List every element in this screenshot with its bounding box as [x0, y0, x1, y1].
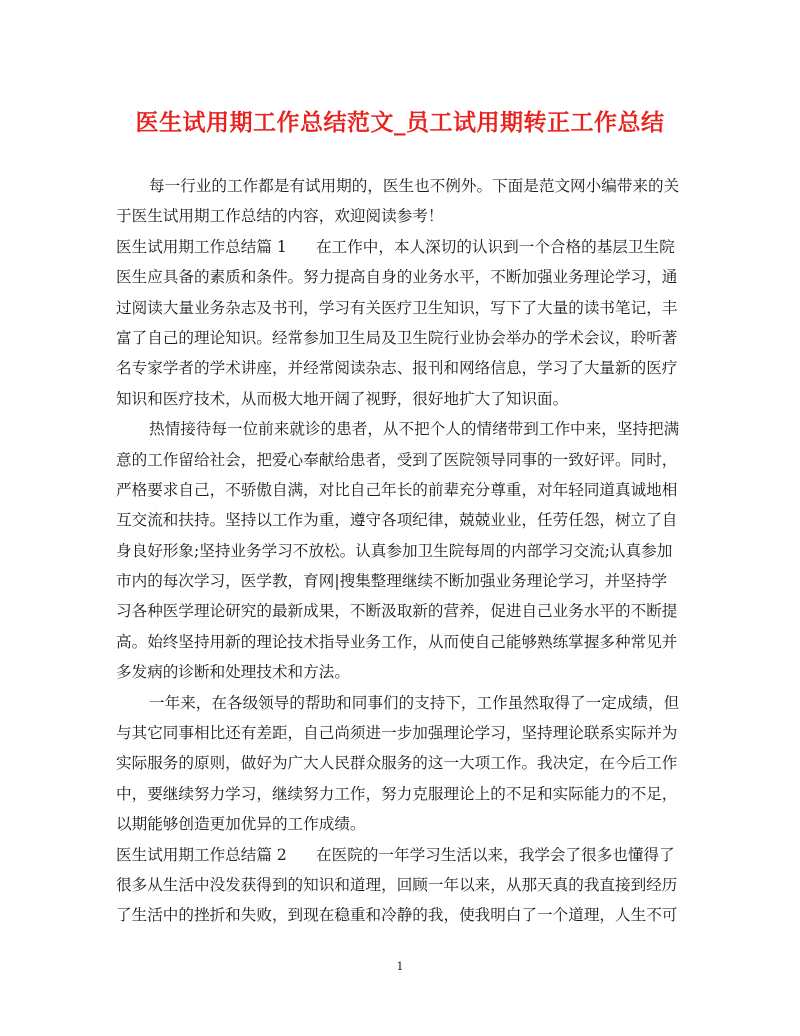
- section-heading: 医生试用期工作总结篇 1: [116, 237, 287, 256]
- line-text: 身良好形象;坚持业务学习不放松。认真参加卫生院每周的内部学习交流;认真参加: [116, 541, 673, 560]
- body-line: [116, 596, 686, 626]
- line-text: 中，要继续努力学习，继续努力工作，努力克服理论上的不足和实际能力的不足，: [116, 784, 678, 803]
- body-line: [116, 566, 686, 596]
- body-line: [116, 171, 686, 201]
- body-line: [116, 779, 686, 809]
- line-text: 了生活中的挫折和失败，到现在稳重和冷静的我，使我明白了一个道理，人生不可: [116, 906, 678, 925]
- body-line: [116, 201, 686, 231]
- line-text: 于医生试用期工作总结的内容，欢迎阅读参考！: [116, 207, 444, 226]
- line-text: 在医院的一年学习生活以来，我学会了很多也懂得了: [316, 845, 675, 864]
- body-line: [116, 475, 686, 505]
- body-line: [116, 748, 686, 778]
- line-text: 知识和医疗技术，从而极大地开阔了视野，很好地扩大了知识面。: [116, 389, 569, 408]
- line-text: 严格要求自己，不骄傲自满，对比自己年长的前辈充分尊重，对年轻同道真诚地相: [116, 480, 678, 499]
- line-text: 在工作中，本人深切的认识到一个合格的基层卫生院: [316, 237, 675, 256]
- line-text: 富了自己的理论知识。经常参加卫生局及卫生院行业协会举办的学术会议，聆听著: [116, 328, 678, 347]
- line-text: 以期能够创造更加优异的工作成绩。: [116, 815, 366, 834]
- line-text: 市内的每次学习，医学教，育网|搜集整理继续不断加强业务理论学习，并坚持学: [116, 572, 668, 591]
- body-line: [116, 688, 686, 718]
- line-text: 意的工作留给社会，把爱心奉献给患者，受到了医院领导同事的一致好评。同时，: [116, 450, 678, 469]
- line-text: 高。始终坚持用新的理论技术指导业务工作，从而使自己能够熟练掌握多种常见并: [116, 632, 678, 651]
- line-text: 互交流和扶持。坚持以工作为重，遵守各项纪律，兢兢业业，任劳任怨，树立了自: [116, 511, 678, 530]
- body-line: [116, 384, 686, 414]
- body-line: [116, 870, 686, 900]
- body-line: [116, 627, 686, 657]
- line-text: 每一行业的工作都是有试用期的，医生也不例外。下面是范文网小编带来的关: [149, 177, 680, 195]
- document-body: [116, 171, 686, 931]
- line-text: 热情接待每一位前来就诊的患者，从不把个人的情绪带到工作中来，坚持把满: [149, 420, 680, 439]
- body-line: [116, 445, 686, 475]
- line-text: 一年来，在各级领导的帮助和同事们的支持下，工作虽然取得了一定成绩，但: [149, 693, 680, 712]
- body-line: [116, 232, 686, 262]
- body-line: [116, 293, 686, 323]
- line-text: 习各种医学理论研究的最新成果，不断汲取新的营养，促进自己业务水平的不断提: [116, 602, 678, 621]
- body-line: [116, 353, 686, 383]
- body-line: [116, 323, 686, 353]
- body-line: [116, 718, 686, 748]
- line-text: 与其它同事相比还有差距，自己尚须进一步加强理论学习，坚持理论联系实际并为: [116, 724, 678, 743]
- body-line: [116, 505, 686, 535]
- body-line: [116, 536, 686, 566]
- line-text: 医生应具备的素质和条件。努力提高自身的业务水平，不断加强业务理论学习，通: [116, 268, 678, 287]
- body-line: [116, 262, 686, 292]
- line-text: 实际服务的原则，做好为广大人民群众服务的这一大项工作。我决定，在今后工作: [116, 754, 678, 773]
- line-text: 多发病的诊断和处理技术和方法。: [116, 663, 350, 682]
- line-text: 名专家学者的学术讲座，并经常阅读杂志、报刊和网络信息，学习了大量新的医疗: [116, 359, 678, 378]
- body-line: [116, 900, 686, 930]
- body-line: [116, 809, 686, 839]
- body-line: [116, 414, 686, 444]
- body-line: [116, 840, 686, 870]
- line-text: 很多从生活中没发获得到的知识和道理，回顾一年以来，从那天真的我直接到经历: [116, 875, 678, 894]
- page-number: 1: [396, 960, 404, 973]
- section-heading: 医生试用期工作总结篇 2: [116, 845, 287, 864]
- line-text: 过阅读大量业务杂志及书刊，学习有关医疗卫生知识，写下了大量的读书笔记，丰: [116, 298, 678, 317]
- body-line: [116, 657, 686, 687]
- document-title: 医生试用期工作总结范文_员工试用期转正工作总结: [135, 110, 665, 136]
